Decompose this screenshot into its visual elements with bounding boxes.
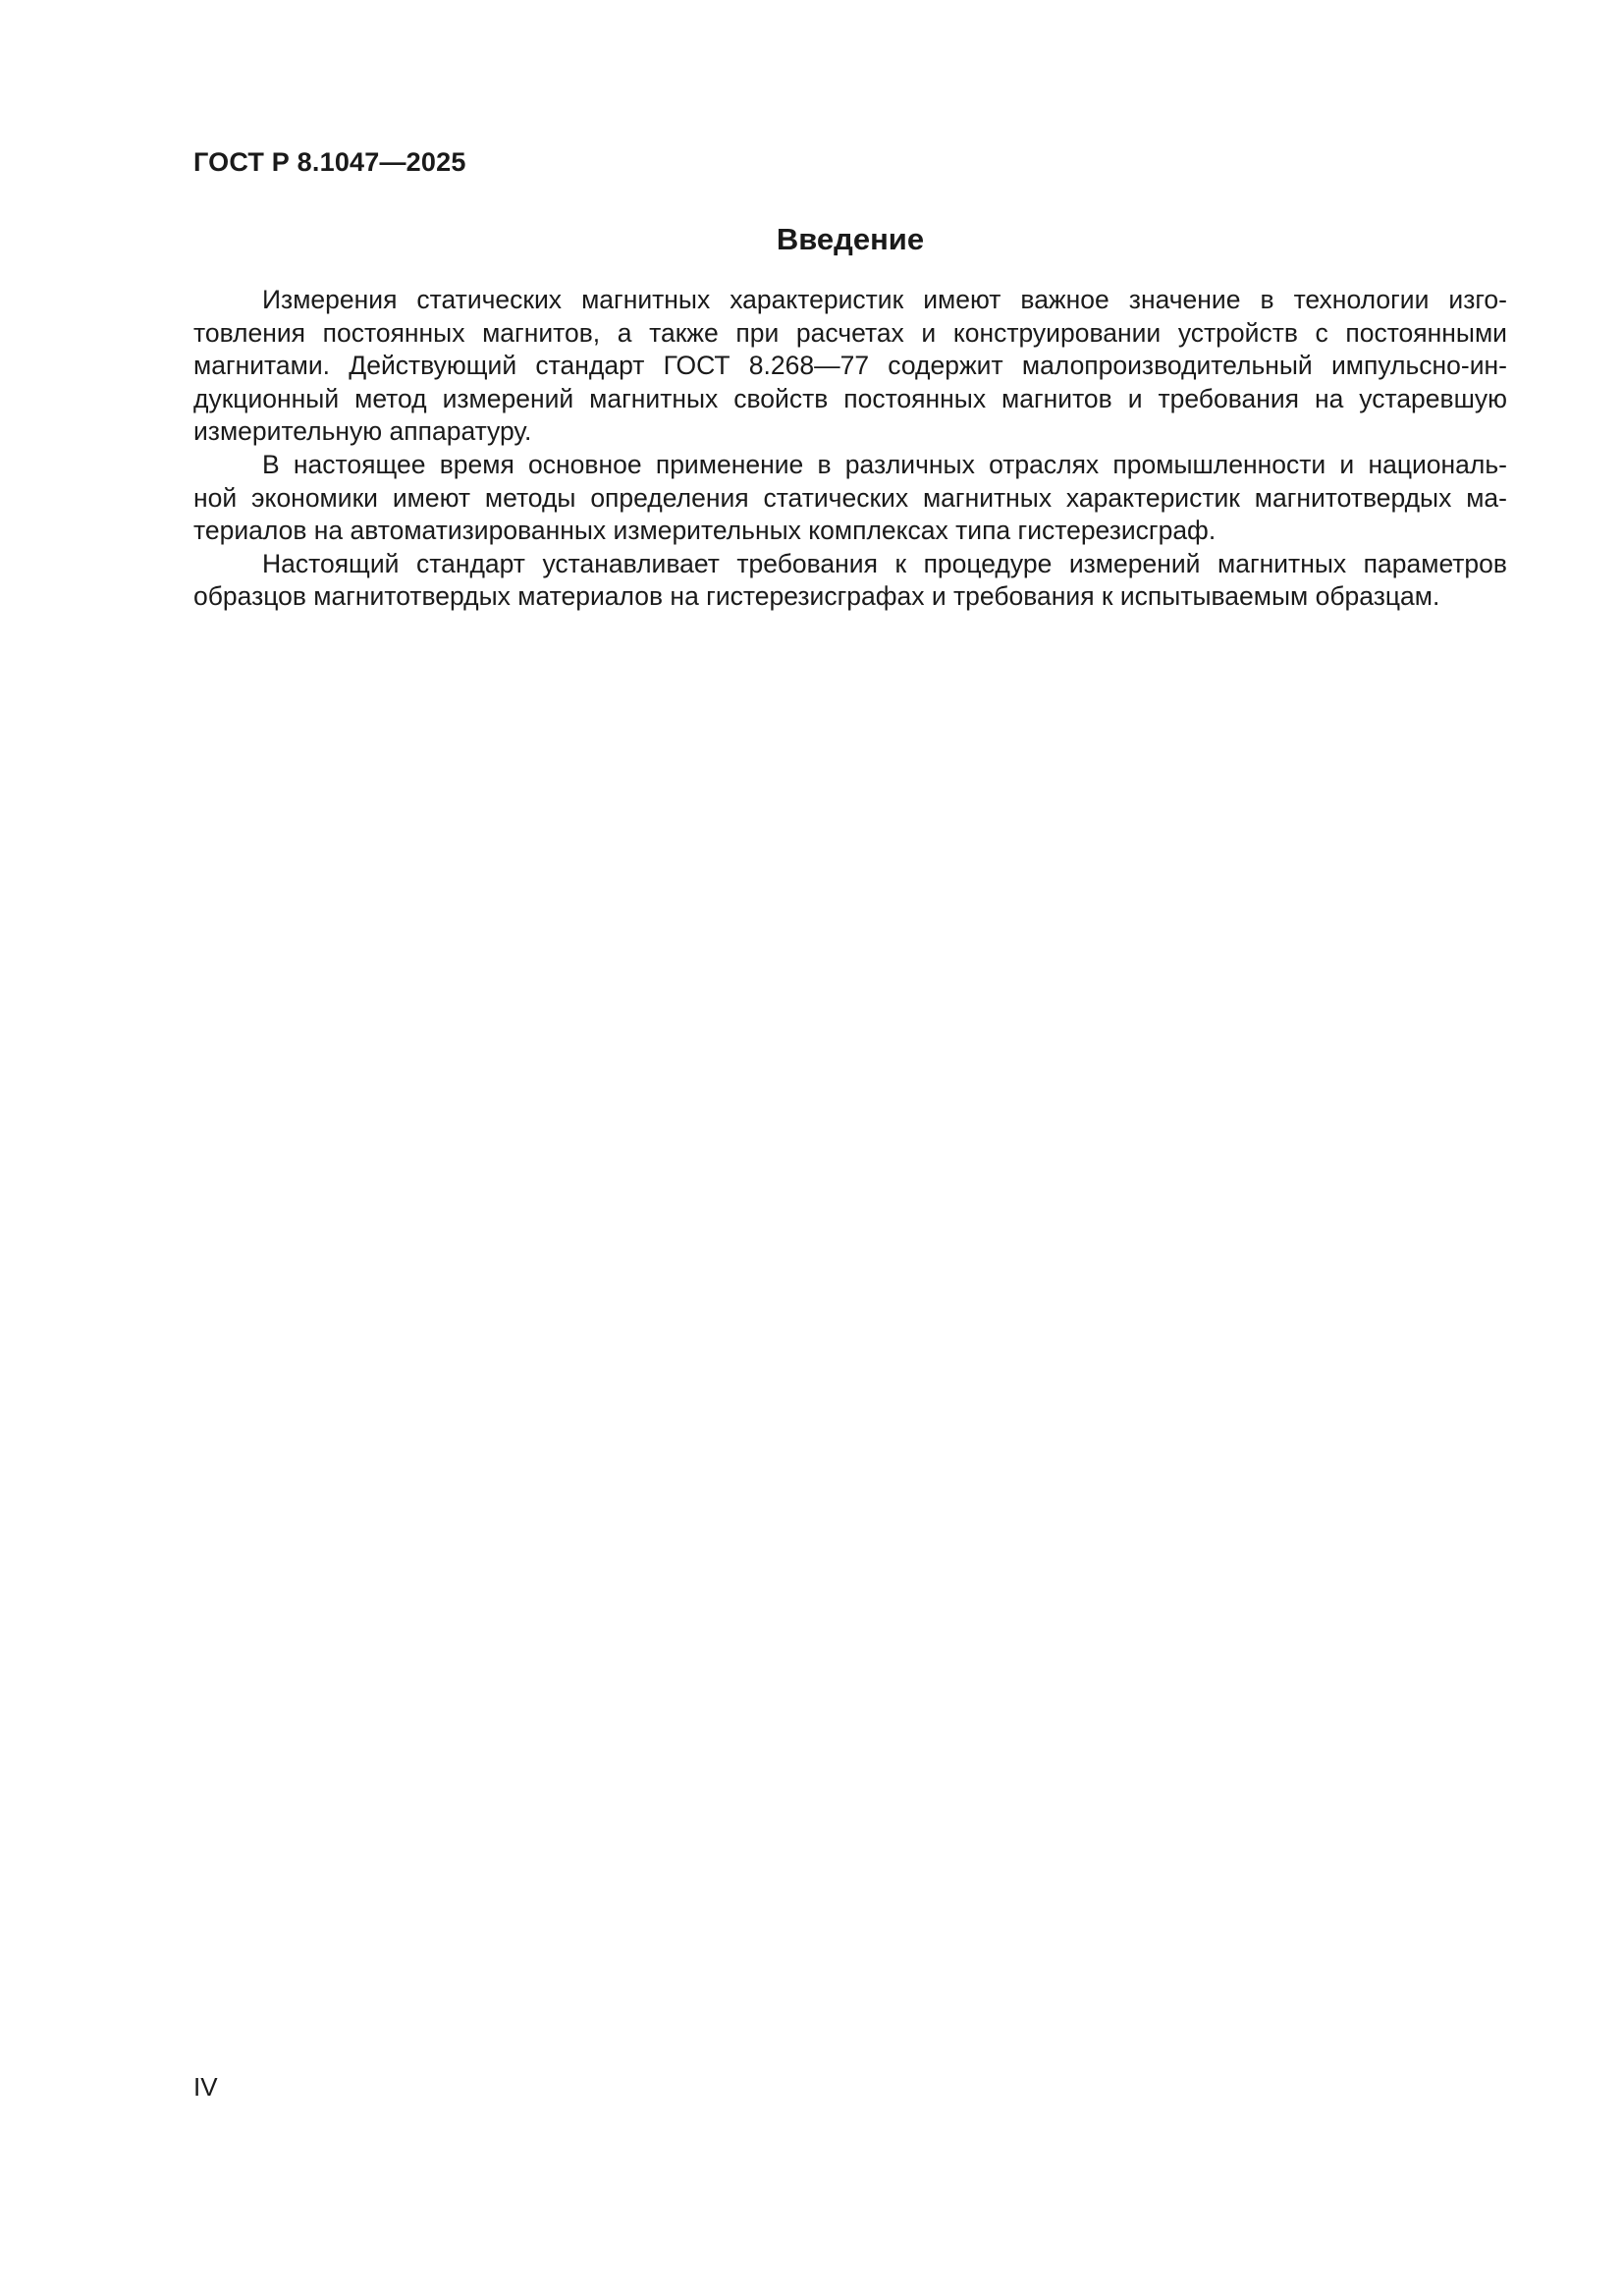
page-number: IV (193, 2072, 218, 2102)
text-line: товления постоянных магнитов, а также при расчетах и конструировании устройств с постоянными (193, 317, 1507, 348)
text-line: образцов магнитотвердых материалов на гистерезисграфах и требования к испытываемым образцам. (193, 581, 1440, 612)
text-line: Настоящий стандарт устанавливает требования к процедуре измерений магнитных параметров (262, 548, 1507, 578)
text-line: измерительную аппаратуру. (193, 416, 532, 447)
text-line: ной экономики имеют методы определения статических магнитных характеристик магнитотвердых ма- (193, 482, 1507, 513)
text-line: Измерения статических магнитных характеристик имеют важное значение в технологии изго- (262, 285, 1507, 314)
text-line: В настоящее время основное применение в различных отраслях промышленности и националь- (262, 449, 1507, 479)
paragraph-1 (193, 284, 1507, 449)
document-number: ГОСТ Р 8.1047—2025 (193, 147, 466, 177)
paragraph-2 (193, 449, 1507, 548)
section-title: Введение (776, 222, 925, 256)
text-line: магнитами. Действующий стандарт ГОСТ 8.268—77 содержит малопроизводительный импульсно-ин- (193, 351, 1507, 381)
paragraph-3 (193, 548, 1507, 614)
text-line: териалов на автоматизированных измерительных комплексах типа гистерезисграф. (193, 516, 1217, 546)
introduction-body (193, 284, 1507, 614)
text-line: дукционный метод измерений магнитных свойств постоянных магнитов и требования на устаревшую (193, 383, 1507, 413)
